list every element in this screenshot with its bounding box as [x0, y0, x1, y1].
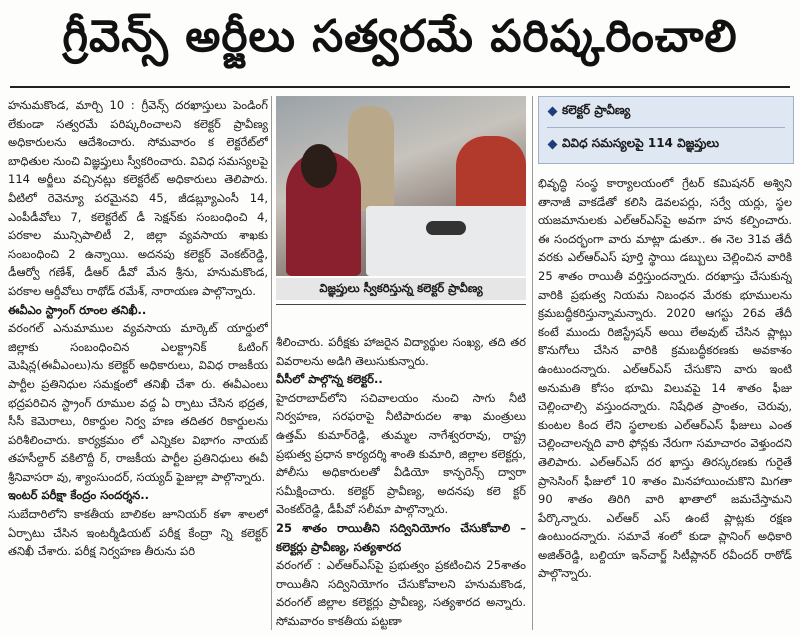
caption-separator	[276, 304, 526, 305]
paragraph: వరంగల్ ఎనుమాముల వ్యవసాయ మార్కెట్ యార్డులో జిల్లాకు సంబంధించిన ఎలక్ట్రానిక్ ఓటింగ్ మెషిన్ల(ఈవీఎంలు)ను కలెక్టర్ అధికారులు, వివిధ రాజకీయ పార్టీల ప్రతినిధుల సమక్షంలో తనిఖీ చేశా రు. ఈవీఎంలు భద్రపరిచిన స్ట్రాంగ్ రూముల వద్ద ఏ ర్పాటు చేసిన భద్రత, సీసీ కెమెరాలు, రికార్డుల నిర్వ హణ తదితర రికార్డులను పరిశీలించారు. కార్యక్రమం లో ఎన్నికల విభాగం నాయబ్ తహసీల్దార్ వకిలొద్దీ ర్, రాజకీయ పార్టీల ప్రతినిధులు ఈవీ శ్రీనివాసరా వు, శ్యాంసుందర్, సయ్యద్ ఫైజుల్లా పాల్గొన్నారు.	[8, 321, 268, 484]
column-divider	[532, 96, 533, 630]
paragraph: వరంగల్ : ఎల్‌ఆర్‌ఎస్‌పై ప్రభుత్వం ప్రకటించిన 25శాతం రాయితీని సద్వినియోగం చేసుకోవాలని హనుమకొండ, వరంగల్ జిల్లాల కలెక్టర్లు ప్రావీణ్య, సత్యశారద అన్నారు. సోమవారం కాకతీయ పట్టణా	[276, 558, 526, 628]
diamond-bullet-icon	[548, 139, 558, 149]
highlight-text: కలెక్టర్ ప్రావీణ్య	[562, 102, 631, 117]
highlight-item	[539, 97, 793, 125]
column-3	[538, 174, 792, 630]
photo-caption: విజ్ఞప్తులు స్వీకరిస్తున్న కలెక్టర్ ప్రావీణ్య	[276, 278, 526, 300]
paragraph: శీలించారు. పరీక్షకు హాజరైన విద్యార్థుల సంఖ్య, తది తర వివరాలను అడిగి తెలుసుకున్నారు.	[276, 335, 526, 368]
subheading: 25 శాతం రాయితీని సద్వినియోగం చేసుకోవాలి – కలెక్టర్లు ప్రావీణ్య, సత్యశారద	[276, 520, 526, 554]
subheading: ఈవీఎం స్ట్రాంగ్ రూంల తనిఖీ..	[8, 302, 147, 317]
highlights-box	[538, 96, 794, 164]
photo-microphone	[426, 221, 466, 235]
headline-rule	[10, 86, 790, 88]
photo-collector-head	[301, 144, 337, 188]
paragraph: భివృద్ధి సంస్థ కార్యాలయంలో గ్రేటర్ కమిషనర్ అశ్విని తానాజీ వాకడేతో కలిసి డెవలపర్లు, సర్వే యర్లు, స్థల యజమానులకు ఎల్‌ఆర్‌ఎస్‌పై అవగా హన కల్పించారు. ఈ సందర్భంగా వారు మాట్లా డుతూ.. ఈ నెల 31వ తేదీ వరకు ఎల్‌ఆర్‌ఎస్ పూర్తి స్థాయి డబ్బులు చెల్లించిన వారికి 25 శాతం రాయితీ వర్తిస్తుందన్నారు. దరఖాస్తు చేసుకున్న వారికి ప్రభుత్వ నియమ నిబంధన మేరకు భూములను క్రమబద్ధీకరిస్తున్నామన్నారు. 2020 ఆగస్టు 26వ తేదీ కంటే ముందు రిజిస్ట్రేషన్ అయి లేఅవుట్ చేసిన ప్లాట్లు కొనుగోలు చేసిన వారికి క్రమబద్ధీకరణకు అవకాశం ఉంటుందన్నారు. ఎల్‌ఆర్‌ఎస్ చేసుకొని వారు ఇంటి అనుమతి కోసం భూమి విలువపై 14 శాతం ఫీజు చెల్లించాల్సి వస్తుందన్నారు. నిషేధిత ప్రాంతం, చెరువు, కుంటల కింద లేని స్థలాలకు ఎల్‌ఆర్‌ఎస్ ఫీజులు ఎంత చెల్లించాలన్నది వారి ఫోన్లకు నేరుగా సమాచారం వెళ్తుందని తెలిపారు. ఎల్‌ఆర్‌ఎస్ దర ఖాస్తు తిరస్కరణకు గురైతే ప్రాసెసింగ్ ఫీజులో 10 శాతం మినహాయించుకొని మిగతా 90 శాతం తిరిగి వారి ఖాతాలో జమచేస్తామని పేర్కొన్నారు. ఎల్‌ఆర్ ఎస్ ఉంటే ప్లాట్లకు రక్షణ ఉంటుందన్నారు. సమావే శంలో కుడా ప్లానింగ్ అధికారి అజిత్‌రెడ్డి, బల్దియా ఇన్‌చార్జ్ సిటీప్లానర్ రవీందర్ రాఠోడ్ పాల్గొన్నారు.	[538, 176, 792, 581]
diamond-bullet-icon	[548, 106, 558, 116]
highlight-text: వివిధ సమస్యలపై 114 విజ్ఞప్తులు	[562, 135, 720, 150]
column-2	[276, 333, 526, 630]
paragraph: సుబేదారిలోని కాకతీయ బాలికల జూనియర్ కళా శాలలో ఏర్పాటు చేసిన ఇంటర్మీడియట్ పరీక్ష కేంద్రా న్ని కలెక్టర్ తనిఖీ చేశారు. పరీక్ష నిర్వహణ తీరును పరి	[8, 507, 268, 559]
paragraph: హైదరాబాద్‌లోని సచివాలయం నుంచి సాగు నీటి నిర్వహణ, సరఫరాపై నీటిపారుదల శాఖ మంత్రులు ఉత్తమ్ కుమార్‌రెడ్డి, తుమ్మల నాగేశ్వరరావు, రాష్ట్ర ప్రభుత్వ ప్రధాన కార్యదర్శి శాంతి కుమారి, జిల్లాల కలెక్టర్లు, పోలీసు అధికారులతో వీడియో కాన్ఫరెన్స్ ద్వారా సమీక్షించారు. కలెక్టర్ ప్రావీణ్య, అదనపు కలె క్టర్ వెంకట్‌రెడ్డి, డీపీవో సలీమా పాల్గొన్నారు.	[276, 390, 526, 517]
highlight-divider	[547, 127, 785, 128]
news-photo	[276, 96, 526, 276]
subheading: వీసీలో పాల్గొన్న కలెక్టర్..	[276, 372, 383, 387]
highlight-item	[539, 130, 793, 158]
paragraph: హనుమకొండ, మార్చి 10 : గ్రీవెన్స్ దరఖాస్తులు పెండింగ్ లేకుండా సత్వరమే పరిష్కరించాలని కలెక్టర్ ప్రావీణ్య అధికారులను ఆదేశించారు. సోమవారం క లెక్టరేట్‌లో బాధితుల నుంచి విజ్ఞప్తులు స్వీకరించారు. వివిధ సమస్యలపై 114 అర్జీలు వచ్చినట్లు కలెక్టరేట్ అధికారులు తెలిపారు. వీటిలో రెవెన్యూ పరమైనవి 45, జీడబ్ల్యూఎంసీ 14, ఎంపీడీవోలు 7, కలెక్టరేట్ డీ సెక్షన్‌కు సంబంధించి 4, పరకాల మున్సిపాలిటీ 2, జిల్లా వ్యవసాయ శాఖకు సంబంధించి 2 ఉన్నాయి. అదనపు కలెక్టర్ వెంకట్‌రెడ్డి, డీఆర్వో గణేశ్, డీఆర్ డీవో మేన శ్రీను, హనుమకొండ, పరకాల ఆర్డీవోలు రాథోడ్ రమేశ్, నారాయణ పాల్గొన్నారు.	[8, 98, 268, 298]
subheading: ఇంటర్ పరీక్షా కేంద్రం సందర్శన..	[8, 488, 149, 503]
headline: గ్రీవెన్స్ అర్జీలు సత్వరమే పరిష్కరించాలి	[62, 11, 738, 62]
photo-table	[366, 206, 526, 276]
column-1	[8, 96, 268, 630]
column-divider	[271, 96, 272, 630]
